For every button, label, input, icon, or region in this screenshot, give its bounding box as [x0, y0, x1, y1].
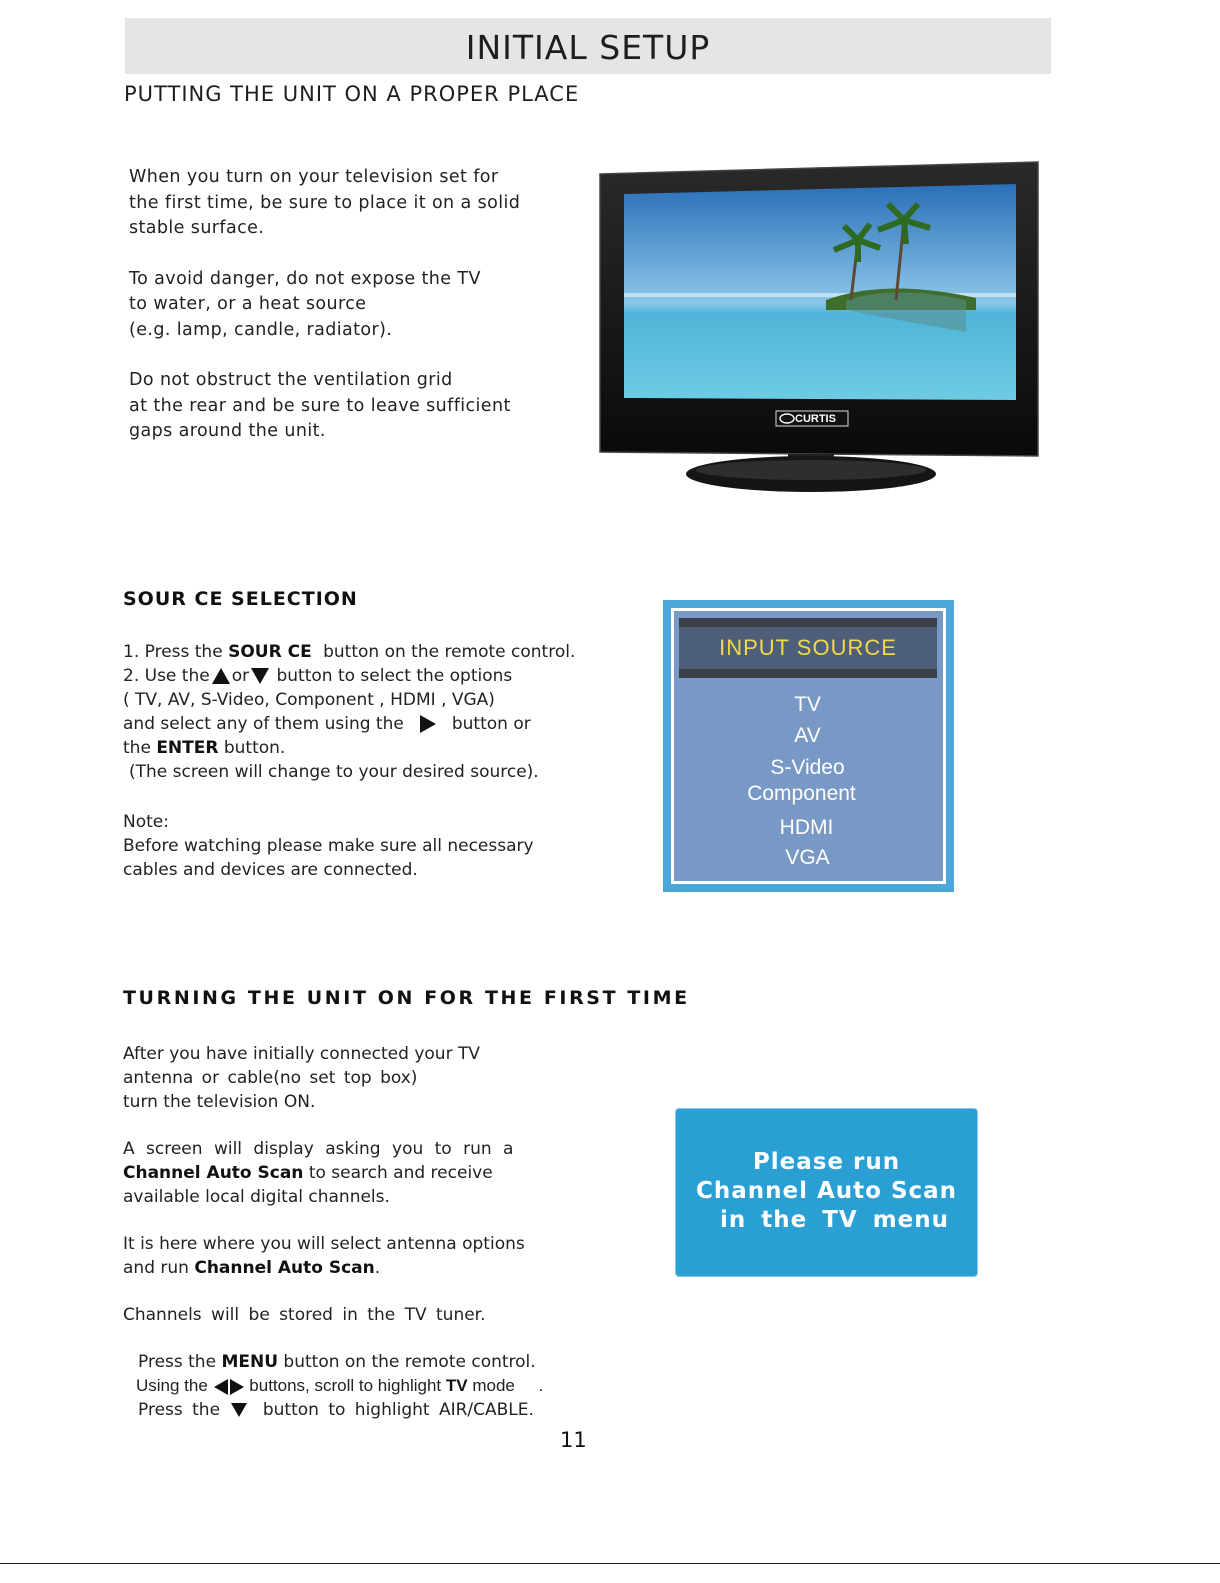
note-line-1: Before watching please make sure all necessary	[123, 836, 534, 856]
source-option-hdmi[interactable]: HDMI	[779, 816, 834, 839]
text-line: to search and receive	[308, 1163, 493, 1183]
placement-paragraph-3	[129, 368, 549, 445]
auto-scan-prompt	[675, 1108, 978, 1277]
tv-illustration	[596, 160, 1044, 500]
placement-text	[129, 165, 549, 470]
source-step-2-cont	[123, 712, 603, 736]
text-line: mode .	[472, 1376, 544, 1395]
prompt-line-1: Please run	[752, 1149, 901, 1175]
text-line: stable surface.	[129, 218, 265, 238]
text-line: the	[123, 738, 151, 758]
text-line: to water, or a heat source	[129, 294, 367, 314]
first-time-instructions	[123, 1042, 623, 1422]
text-line: the first time, be sure to place it on a solid	[129, 192, 521, 213]
text-line: Do not obstruct the ventilation grid	[129, 370, 453, 390]
run-scan-line	[123, 1256, 623, 1280]
page-number: 11	[560, 1428, 587, 1452]
down-arrow-icon	[251, 668, 269, 684]
text-line: When you turn on your television set for	[129, 167, 499, 187]
text-line: A screen will display asking you to run a	[123, 1139, 514, 1159]
text-line: turn the television ON.	[123, 1092, 316, 1112]
enter-key: ENTER	[156, 738, 219, 758]
down-arrow-icon	[231, 1403, 247, 1417]
placement-title: PUTTING THE UNIT ON A PROPER PLACE	[124, 82, 580, 106]
source-step-1	[123, 640, 603, 664]
text-line: button.	[223, 738, 286, 758]
text-line: button on the remote control.	[323, 642, 576, 662]
text-line: button to select the options	[276, 666, 513, 686]
prompt-line-3: in the TV menu	[719, 1207, 950, 1233]
text-line: button to highlight AIR/CABLE.	[262, 1400, 534, 1420]
source-key: SOUR CE	[228, 642, 312, 662]
first-time-section-title: TURNING THE UNIT ON FOR THE FIRST TIME	[123, 987, 690, 1009]
placement-paragraph-2	[129, 267, 549, 344]
text-line: gaps around the unit.	[129, 421, 326, 441]
page-title: INITIAL SETUP	[465, 28, 711, 67]
text-line: (e.g. lamp, candle, radiator).	[129, 319, 393, 340]
left-arrow-icon	[214, 1379, 228, 1395]
source-result-note: (The screen will change to your desired source).	[129, 762, 539, 782]
menu-key: MENU	[221, 1352, 279, 1372]
text-line: Using the	[136, 1376, 208, 1395]
menu-bar-top	[679, 618, 937, 627]
air-cable-step-line	[123, 1398, 623, 1422]
text-line: Channels will be stored in the TV tuner.	[123, 1305, 486, 1325]
footer-divider	[0, 1563, 1220, 1564]
source-option-tv[interactable]: TV	[794, 693, 821, 716]
text-line: available local digital channels.	[123, 1187, 390, 1207]
placement-paragraph-1	[129, 165, 549, 242]
prompt-line-2: Channel Auto Scan	[695, 1178, 958, 1204]
text-line: at the rear and be sure to leave sufficient	[129, 395, 511, 416]
source-option-component[interactable]: Component	[747, 782, 856, 805]
source-options-list: ( TV, AV, S-Video, Component , HDMI , VGA)	[123, 690, 495, 710]
text-line: .	[374, 1258, 381, 1278]
text-line: 2. Use the	[123, 666, 210, 686]
source-step-2	[123, 664, 603, 688]
input-source-menu	[663, 600, 954, 892]
text-line: After you have initially connected your TV	[123, 1044, 480, 1064]
note-line-2: cables and devices are connected.	[123, 860, 418, 880]
text-line: antenna or cable(no set top box)	[123, 1068, 418, 1088]
input-source-title: INPUT SOURCE	[679, 627, 937, 669]
source-option-vga[interactable]: VGA	[785, 846, 830, 869]
header-bar	[125, 18, 1051, 74]
source-enter-line	[123, 736, 603, 760]
text-line: button on the remote control.	[283, 1352, 536, 1372]
channel-auto-scan-label: Channel Auto Scan	[123, 1163, 304, 1183]
text-line: To avoid danger, do not expose the TV	[129, 268, 481, 289]
right-arrow-icon	[230, 1379, 244, 1395]
text-line: or	[231, 666, 250, 686]
source-option-av[interactable]: AV	[794, 724, 821, 747]
up-arrow-icon	[212, 668, 230, 684]
source-section-title: SOUR CE SELECTION	[123, 588, 358, 610]
source-instructions	[123, 640, 603, 882]
text-line: Press the	[138, 1352, 217, 1372]
text-line: buttons, scroll to highlight	[249, 1376, 442, 1395]
text-line: It is here where you will select antenna options	[123, 1234, 525, 1254]
tv-icon	[596, 160, 1044, 500]
scroll-step-line	[123, 1374, 623, 1398]
tv-mode-key: TV	[445, 1376, 468, 1395]
menu-step-line	[123, 1350, 623, 1374]
text-line: Press the	[138, 1400, 221, 1420]
auto-scan-line	[123, 1161, 623, 1185]
text-line: 1. Press the	[123, 642, 223, 662]
note-label: Note:	[123, 812, 169, 832]
right-arrow-icon	[420, 715, 436, 733]
tv-brand-label: CURTIS	[795, 413, 836, 425]
channel-auto-scan-label: Channel Auto Scan	[194, 1258, 375, 1278]
input-source-panel	[671, 608, 946, 884]
text-line: and select any of them using the	[123, 714, 404, 734]
menu-bar-bottom	[679, 669, 937, 678]
source-option-s-video[interactable]: S-Video	[770, 756, 845, 779]
text-line: and run	[123, 1258, 189, 1278]
text-line: button or	[451, 714, 531, 734]
